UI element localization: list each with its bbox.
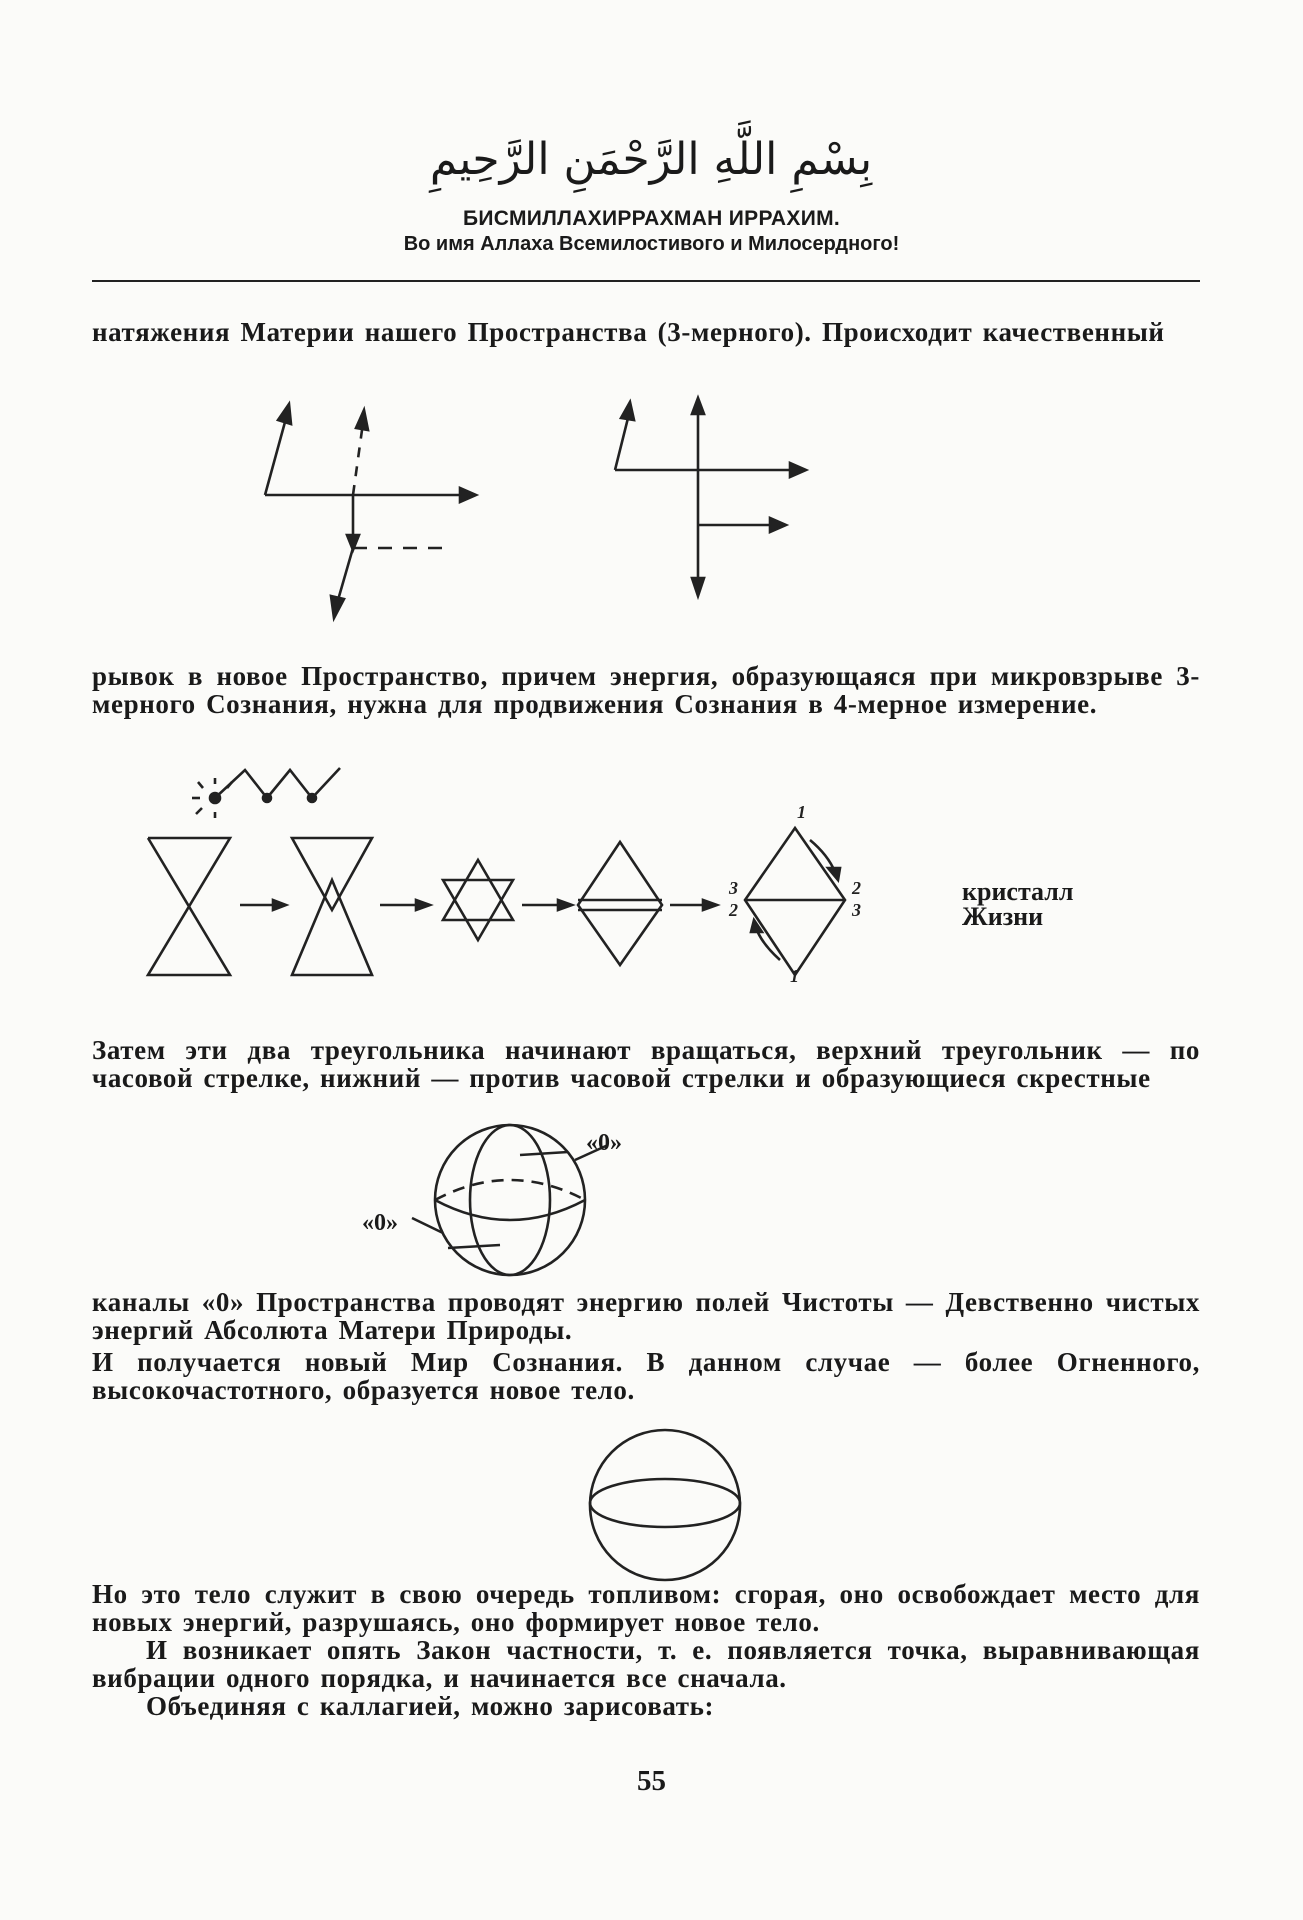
header-divider: [92, 280, 1200, 282]
paragraph-1: натяжения Материи нашего Пространства (3-мерного). Происходит качественный: [92, 317, 1165, 347]
header-transliteration: БИСМИЛЛАХИРРАХМАН ИРРАХИМ.: [462, 207, 841, 230]
paragraph-7: И возникает опять Закон частности, т. е. появляется точка, выравнивающая вибрации одного порядка, и начинается все сначала.: [92, 1635, 1200, 1693]
triangles-transformation-diagram: [140, 760, 920, 990]
crystal-label-line2: Жизни: [962, 902, 1044, 931]
header-translation: Во имя Аллаха Всемилостивого и Милосердного!: [403, 233, 900, 255]
crystal-of-life: [745, 828, 845, 975]
paragraph-2: рывок в новое Пространство, причем энергия, образующаяся при микровзрыве 3-мерного Сознания, нужна для продвижения Сознания в 4-мерное измерение.: [92, 661, 1200, 719]
six-pointed-star: [443, 860, 513, 940]
overlapping-triangles: [292, 838, 372, 975]
paragraph-6: Но это тело служит в свою очередь топливом: сгорая, оно освобождает место для новых энергий, разрушаясь, оно формирует новое тело.: [92, 1579, 1200, 1637]
crystal-num-left-upper: 3: [729, 878, 738, 898]
axes-diagram: [250, 400, 850, 640]
sphere-diagram: [585, 1425, 755, 1585]
crystal-num-right-lower: 3: [852, 900, 861, 920]
zero-label-right: «0»: [586, 1130, 622, 1156]
paragraph-4: каналы «0» Пространства проводят энергию полей Чистоты — Девственно чистых энергий Абсолюта Матери Природы.: [92, 1287, 1200, 1345]
sun-wave: [192, 768, 340, 818]
hourglass-shape: [148, 838, 230, 975]
arabic-calligraphy: [0, 112, 1303, 202]
paragraph-3: Затем эти два треугольника начинают вращаться, верхний треугольник — по часовой стрелке, нижний — против часовой стрелки и образующиеся скрестные: [92, 1035, 1200, 1093]
zero-label-left: «0»: [362, 1210, 398, 1236]
crystal-num-bottom: 1: [790, 966, 799, 986]
page-number: 55: [637, 1765, 666, 1797]
diamond-shape: [578, 842, 662, 965]
arabic-basmala: بِسْمِ اللَّهِ الرَّحْمَنِ الرَّحِيمِ: [429, 134, 873, 185]
crystal-label-line1: кристалл: [962, 877, 1074, 906]
sphere-channels-diagram: [350, 1120, 670, 1280]
crystal-num-left-lower: 2: [729, 900, 738, 920]
paragraph-5: И получается новый Мир Сознания. В данном случае — более Огненного, высокочастотного, образуется новое тело.: [92, 1347, 1200, 1405]
axes-right: [615, 398, 806, 596]
crystal-num-top: 1: [797, 802, 806, 822]
paragraph-8: Объединяя с каллагией, можно зарисовать:: [146, 1691, 715, 1721]
axes-left: [265, 404, 476, 618]
crystal-num-right-upper: 2: [852, 878, 861, 898]
